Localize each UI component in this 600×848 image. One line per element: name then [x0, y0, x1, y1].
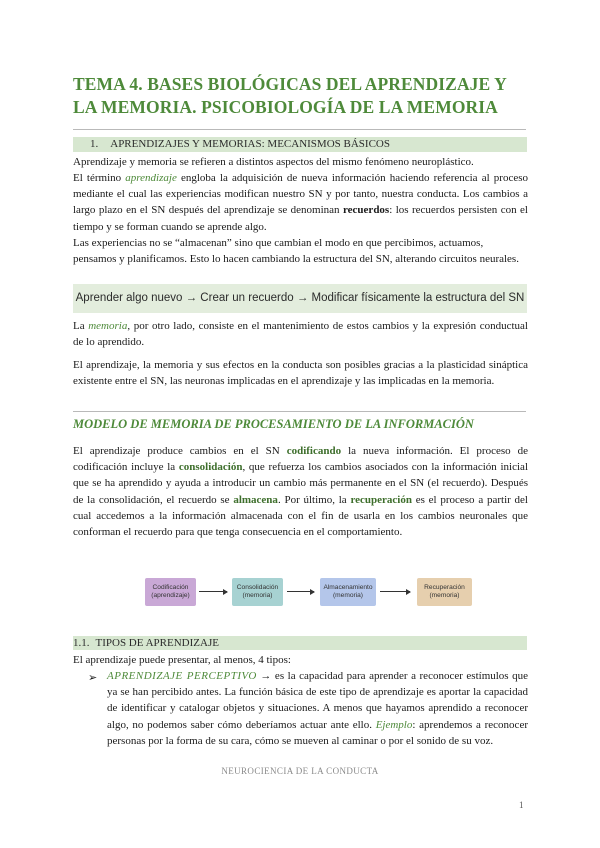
- text-run: : los recuerdos persisten con el tiempo y se forman cuando se aprende algo.: [73, 204, 528, 233]
- paragraph-aprendizaje: [73, 170, 528, 235]
- text-run: es el proceso a partir del cual accedemos a la información almacenada con el fin de usarla en los cambios neuronales que conforman el recuerdo para que tenga consecuencia en el comportamiento.: [73, 493, 528, 539]
- memory-process-diagram: [145, 578, 465, 606]
- paragraph-tipos: El aprendizaje puede presentar, al menos, 4 tipos:: [73, 654, 291, 666]
- section-number: 1.: [90, 138, 99, 150]
- diagram-box-almacenamiento: [320, 578, 376, 606]
- paragraph-plasticidad: El aprendizaje, la memoria y sus efectos en la conducta son posibles gracias a la plasticidad sináptica existente entre el SN, las neuronas implicadas en el aprendizaje y las implicadas en la memoria.: [73, 359, 528, 388]
- paragraph-memoria: [73, 318, 528, 350]
- subsection-number: 1.1.: [73, 637, 90, 649]
- diagram-box-title: Consolidación: [236, 584, 279, 591]
- subsection-heading: [73, 636, 219, 650]
- term-aprendizaje-perceptivo: APRENDIZAJE PERCEPTIVO: [107, 670, 257, 682]
- diagram-box-title: Almacenamiento: [323, 584, 373, 591]
- title-divider: [73, 129, 526, 130]
- diagram-arrow: [380, 591, 410, 592]
- term-recuperacion: recuperación: [350, 493, 412, 506]
- text-run: : aprendemos a reconocer personas por la forma de su cara, cómo se mueven al caminar o por el sonido de su voz.: [107, 718, 528, 747]
- diagram-box-subtitle: (aprendizaje): [151, 592, 190, 599]
- text-run: engloba la adquisición de nueva información haciendo referencia al proceso mediante el cual las experiencias modifican nuestro SN y por tanto, nuestra conducta. Los cambios a largo plazo en el SN después del aprendizaje se denominan: [73, 172, 528, 217]
- text-run: La: [73, 320, 89, 332]
- text-run: , que refuerza los cambios asociados con la información inicial que se ha aprendido y ayuda a introducir un cambio más permanente en el SN (el recuerdo). Después de la consolidación, el recuerdo se: [73, 461, 528, 506]
- flow-callout-text: Aprender algo nuevo → Crear un recuerdo → Modificar físicamente la estructura del SN: [75, 292, 525, 304]
- diagram-box-codificacion: [145, 578, 196, 606]
- diagram-box-subtitle: (memoria): [429, 592, 460, 599]
- text-run: → es la capacidad para aprender a reconocer estímulos que ya se han percibido antes. La función básica de este tipo de aprendizaje es aportar la capacidad de identificar y catalogar objetos y situaciones. A menos que hayamos aprendido a reconocer algo, no podemos saber cómo deberíamos actuar ante ello.: [107, 670, 529, 731]
- term-recuerdos: recuerdos: [342, 204, 390, 217]
- paragraph-experiencias: Las experiencias no se “almacenan” sino que cambian el modo en que percibimos, actuamos, pensamos y planificamos. Esto lo hacen cambiando la estructura del SN, alterando circuitos neurales.: [73, 237, 519, 266]
- page-title: TEMA 4. BASES BIOLÓGICAS DEL APRENDIZAJE Y LA MEMORIA. PSICOBIOLOGÍA DE LA MEMORIA: [73, 74, 507, 117]
- paragraph-intro: Aprendizaje y memoria se refieren a distintos aspectos del mismo fenómeno neuroplástico.: [73, 156, 474, 168]
- term-memoria: memoria: [88, 320, 128, 332]
- diagram-box-subtitle: (memoria): [332, 592, 364, 599]
- section-heading-text: APRENDIZAJES Y MEMORIAS: MECANISMOS BÁSICOS: [110, 138, 390, 150]
- term-codificando: codificando: [286, 445, 342, 457]
- diagram-box-title: Codificación: [152, 584, 189, 591]
- diagram-box-title: Recuperación: [424, 584, 465, 591]
- diagram-box-consolidacion: [232, 578, 283, 606]
- arrow-bullet-icon: ➢: [88, 671, 98, 684]
- page-number: 1: [519, 800, 524, 810]
- diagram-box-recuperacion: [417, 578, 472, 606]
- term-ejemplo: Ejemplo: [375, 718, 413, 731]
- term-aprendizaje: aprendizaje: [125, 172, 177, 184]
- model-heading: MODELO DE MEMORIA DE PROCESAMIENTO DE LA INFORMACIÓN: [73, 417, 474, 431]
- text-run: El término: [73, 172, 126, 184]
- page-footer: NEUROCIENCIA DE LA CONDUCTA: [221, 766, 379, 776]
- diagram-arrow: [287, 591, 314, 592]
- term-consolidacion: consolidación: [178, 461, 243, 474]
- model-divider: [73, 411, 526, 412]
- diagram-arrow: [199, 591, 227, 592]
- subsection-heading-text: TIPOS DE APRENDIZAJE: [95, 637, 219, 649]
- list-item-aprendizaje-perceptivo: [107, 668, 528, 749]
- section-heading: [90, 137, 390, 152]
- diagram-box-subtitle: (memoria): [242, 592, 273, 599]
- text-run: la nueva información. El proceso de codificación incluye la: [73, 445, 528, 474]
- text-run: , por otro lado, consiste en el mantenimiento de estos cambios y la expresión conductual de lo aprendido.: [73, 320, 528, 349]
- text-run: . Por último, la: [277, 493, 351, 506]
- text-run: El aprendizaje produce cambios en el SN: [73, 445, 287, 457]
- term-almacena: almacena: [233, 493, 278, 506]
- paragraph-modelo: [73, 443, 528, 540]
